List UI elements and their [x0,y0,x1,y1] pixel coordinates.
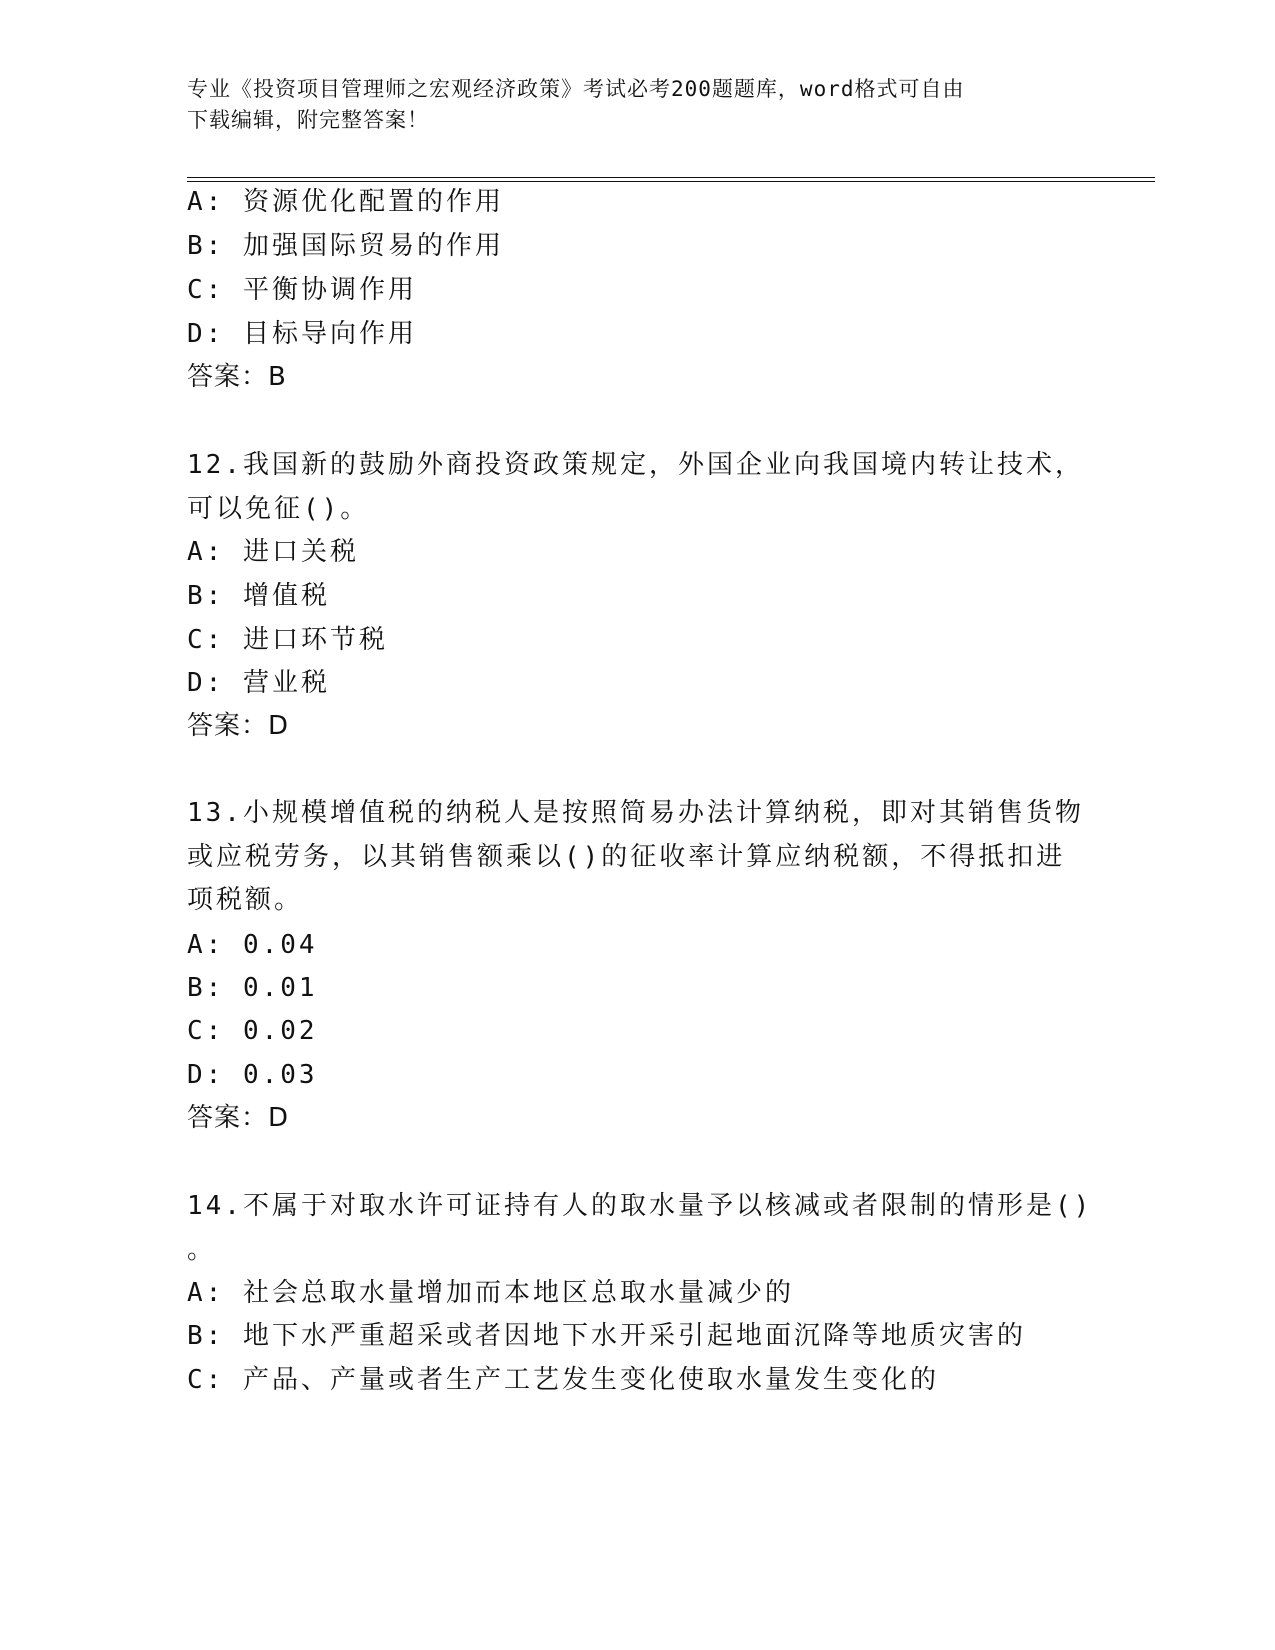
q14-option-c: C: 产品、产量或者生产工艺发生变化使取水量发生变化的 [187,1365,939,1395]
q13-stem-line-2: 或应税劳务，以其销售额乘以()的征收率计算应纳税额，不得抵扣进 [187,842,1066,872]
q11-option-c: C: 平衡协调作用 [187,275,417,305]
q13-option-a: A: 0.04 [187,930,318,960]
q14-stem-line-1: 14.不属于对取水许可证持有人的取水量予以核减或者限制的情形是() [187,1191,1093,1221]
q13-option-d: D: 0.03 [187,1060,318,1090]
q13-answer: 答案：D [187,1103,290,1133]
header-divider-bottom [187,181,1155,182]
q13-option-c: C: 0.02 [187,1016,318,1046]
q13-stem-line-1: 13.小规模增值税的纳税人是按照简易办法计算纳税，即对其销售货物 [187,798,1084,828]
q12-stem-line-1: 12.我国新的鼓励外商投资政策规定，外国企业向我国境内转让技术， [187,450,1084,480]
q11-option-b: B: 加强国际贸易的作用 [187,231,504,261]
header-line-2: 下载编辑，附完整答案！ [187,108,429,132]
q12-option-a: A: 进口关税 [187,537,359,567]
q14-option-a: A: 社会总取水量增加而本地区总取水量减少的 [187,1278,794,1308]
q13-option-b: B: 0.01 [187,973,318,1003]
q12-stem-line-2: 可以免征()。 [187,494,370,524]
q12-option-d: D: 营业税 [187,668,330,698]
document-header [187,74,1067,136]
q12-option-b: B: 增值税 [187,581,330,611]
q13-stem-line-3: 项税额。 [187,885,304,915]
q11-answer: 答案：B [187,362,287,392]
q12-option-c: C: 进口环节税 [187,625,388,655]
q14-stem-line-2: 。 [187,1235,217,1265]
q11-option-a: A: 资源优化配置的作用 [187,187,504,217]
header-divider-top [187,177,1155,178]
q11-option-d: D: 目标导向作用 [187,319,417,349]
q14-option-b: B: 地下水严重超采或者因地下水开采引起地面沉降等地质灾害的 [187,1321,1026,1351]
q12-answer: 答案：D [187,711,290,741]
header-line-1: 专业《投资项目管理师之宏观经济政策》考试必考200题题库，word格式可自由 [187,77,965,101]
